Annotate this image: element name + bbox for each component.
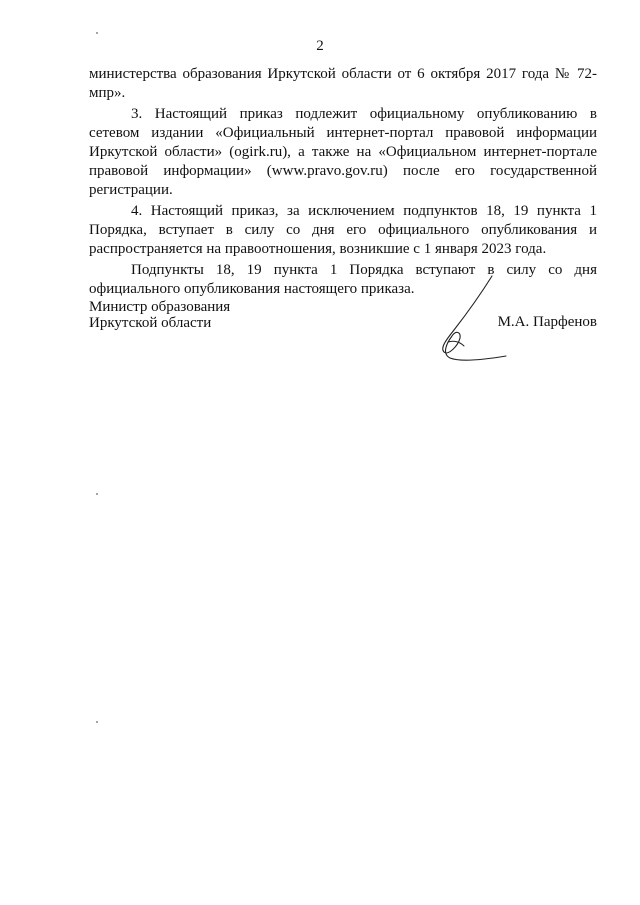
signatory-position-line2: Иркутской области	[89, 315, 212, 331]
signatory-name: М.А. Парфенов	[497, 314, 597, 330]
document-body	[89, 65, 597, 301]
signatory-position-line1: Министр образования	[89, 299, 231, 315]
scan-speck	[96, 721, 98, 723]
paragraph-subitems-effective: Подпункты 18, 19 пункта 1 Порядка вступают в силу со дня официального опубликования настоящего приказа.	[89, 262, 597, 297]
paragraph-continuation: министерства образования Иркутской области от 6 октября 2017 года № 72-мпр».	[89, 66, 597, 101]
paragraph-item-4: 4. Настоящий приказ, за исключением подпунктов 18, 19 пункта 1 Порядка, вступает в силу со дня его официального опубликования и распространяется на правоотношения, возникшие с 1 января 2023 года.	[89, 203, 597, 257]
page-number: 2	[316, 38, 324, 54]
scan-speck	[96, 493, 98, 495]
signatory-position	[89, 299, 230, 331]
paragraph-item-3: 3. Настоящий приказ подлежит официальному опубликованию в сетевом издании «Официальный интернет-портал правовой информации Иркутской области» (ogirk.ru), а также на «Официальном интернет-портале правовой информации» (www.pravo.gov.ru) после его государственной регистрации.	[89, 106, 597, 198]
scan-speck	[96, 32, 98, 34]
